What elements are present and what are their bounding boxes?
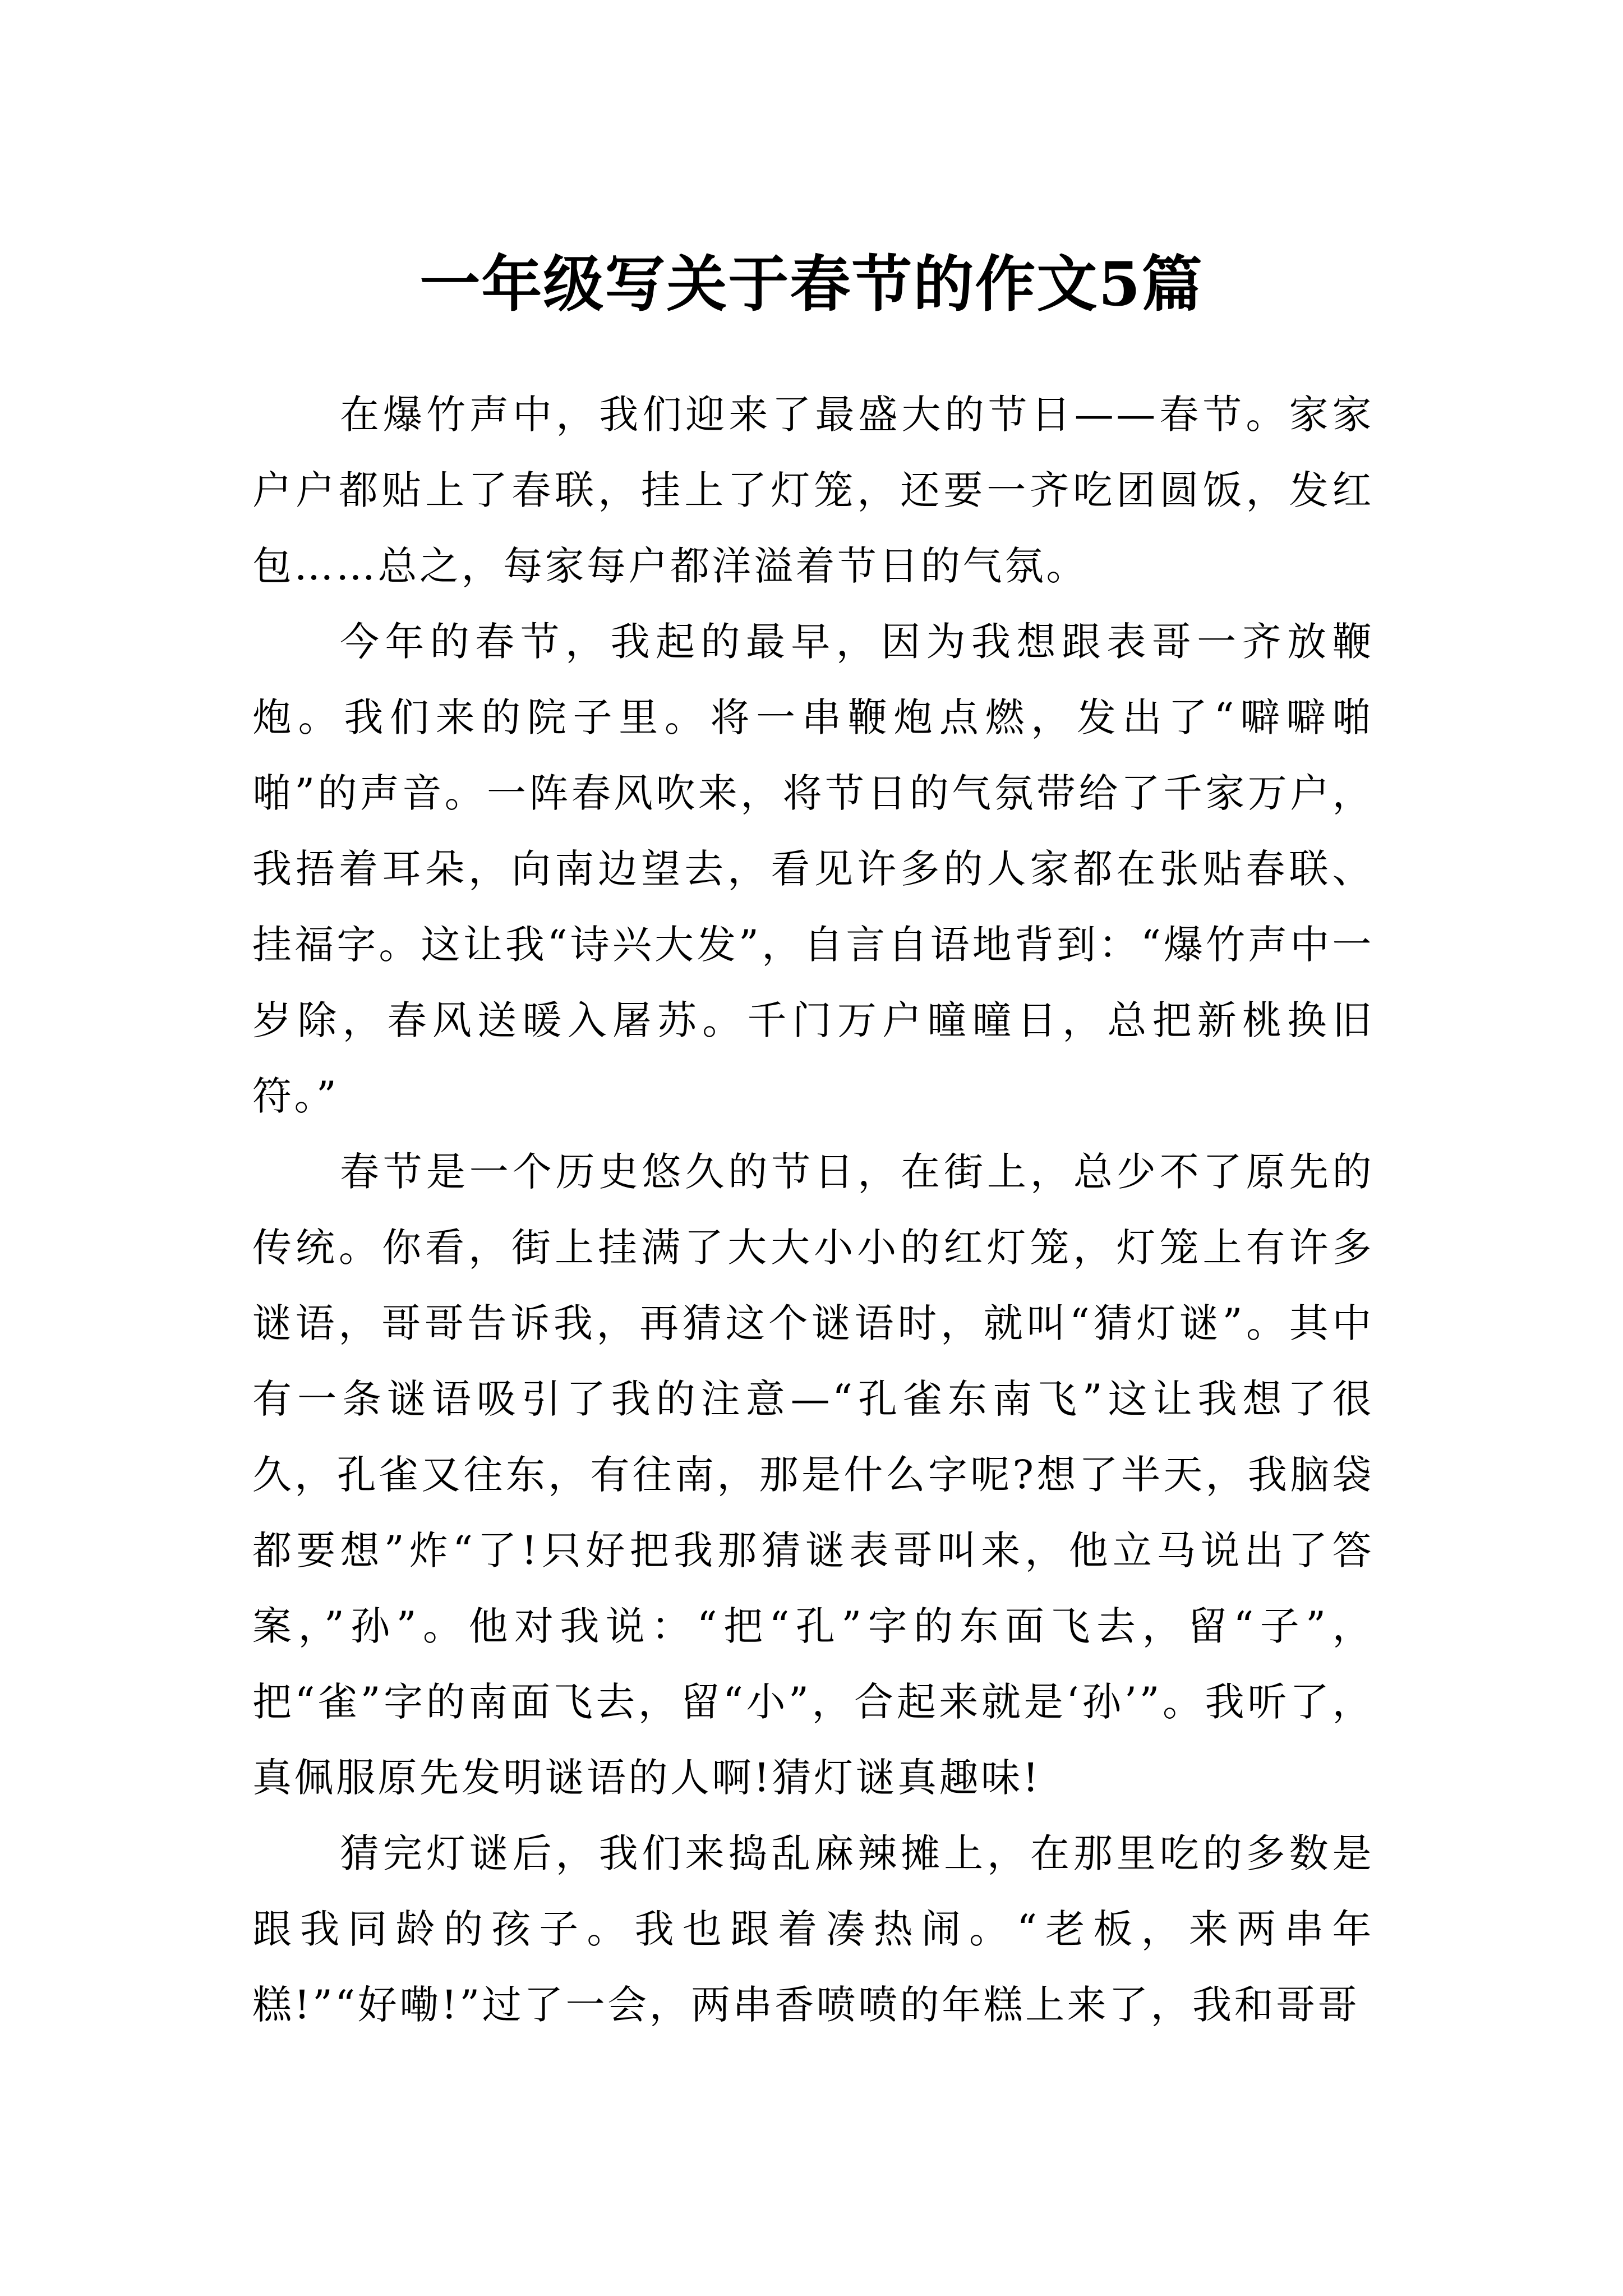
document-body xyxy=(252,377,1374,2043)
paragraph: 在爆竹声中，我们迎来了最盛大的节日——春节。家家户户都贴上了春联，挂上了灯笼，还要一齐吃团圆饭，发红包……总之，每家每户都洋溢着节日的气氛。 xyxy=(252,392,1374,589)
paragraph: 今年的春节，我起的最早，因为我想跟表哥一齐放鞭炮。我们来的院子里。将一串鞭炮点燃，发出了“噼噼啪啪”的声音。一阵春风吹来，将节日的气氛带给了千家万户，我捂着耳朵，向南边望去，看见许多的人家都在张贴春联、挂福字。这让我“诗兴大发”，自言自语地背到：“爆竹声中一岁除，春风送暖入屠苏。千门万户曈曈日，总把新桃换旧符。” xyxy=(252,619,1374,1119)
paragraph: 春节是一个历史悠久的节日，在街上，总少不了原先的传统。你看，街上挂满了大大小小的红灯笼，灯笼上有许多谜语，哥哥告诉我，再猜这个谜语时，就叫“猜灯谜”。其中有一条谜语吸引了我的注意—“孔雀东南飞”这让我想了很久，孔雀又往东，有往南，那是什么字呢?想了半天，我脑袋都要想”炸“了!只好把我那猜谜表哥叫来，他立马说出了答案，”孙”。他对我说：“把“孔”字的东面飞去，留“子”，把“雀”字的南面飞去，留“小”，合起来就是‘孙’”。我听了，真佩服原先发明谜语的人啊!猜灯谜真趣味! xyxy=(252,1149,1374,1801)
document-title: 一年级写关于春节的作文5篇 xyxy=(419,249,1204,320)
paragraph: 猜完灯谜后，我们来捣乱麻辣摊上，在那里吃的多数是跟我同龄的孩子。我也跟着凑热闹。“老板，来两串年糕!”“好嘞!”过了一会，两串香喷喷的年糕上来了，我和哥哥 xyxy=(252,1830,1374,2028)
